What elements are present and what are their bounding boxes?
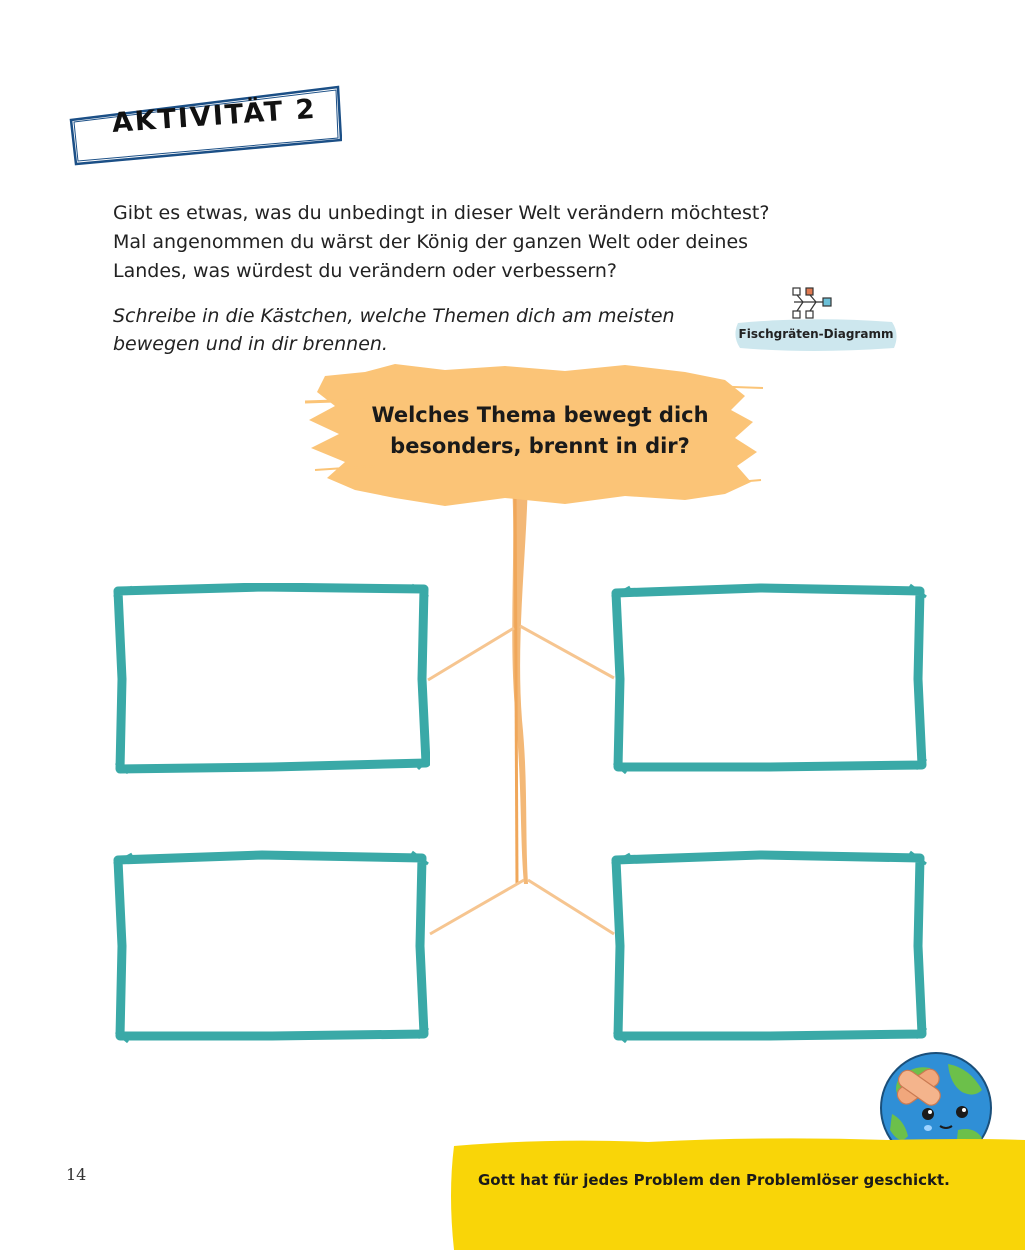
footer-quote: Gott hat für jedes Problem den Problemlöser geschickt. — [478, 1171, 950, 1189]
quote-banner — [448, 1134, 1025, 1250]
center-question — [360, 400, 720, 462]
instruction-line: Schreibe in die Kästchen, welche Themen dich am meisten — [113, 305, 675, 327]
intro-paragraph — [113, 199, 813, 286]
answer-box-bottom-right[interactable] — [610, 850, 928, 1044]
branch-top-right — [520, 626, 614, 678]
answer-box-top-right[interactable] — [610, 583, 928, 775]
center-question-line: besonders, brennt in dir? — [390, 434, 690, 458]
center-question-line: Welches Thema bewegt dich — [371, 403, 709, 427]
answer-box-top-left[interactable] — [112, 583, 430, 775]
intro-line: Landes, was würdest du verändern oder verbessern? — [113, 260, 618, 282]
fishbone-tag-label: Fischgräten-Diagramm — [738, 327, 894, 341]
branch-bottom-left — [430, 880, 524, 934]
page-number: 14 — [66, 1165, 87, 1184]
fishbone-diagram-icon — [792, 287, 832, 321]
activity-title: AKTIVITÄT 2 — [110, 93, 318, 139]
intro-line: Gibt es etwas, was du unbedingt in dieser Welt verändern möchtest? — [113, 202, 770, 224]
branch-bottom-right — [528, 880, 614, 934]
instruction-line: bewegen und in dir brennen. — [113, 333, 388, 355]
instruction-text — [113, 302, 713, 358]
branch-top-left — [428, 628, 514, 680]
intro-line: Mal angenommen du wärst der König der ganzen Welt oder deines — [113, 231, 749, 253]
answer-box-bottom-left[interactable] — [112, 850, 430, 1044]
